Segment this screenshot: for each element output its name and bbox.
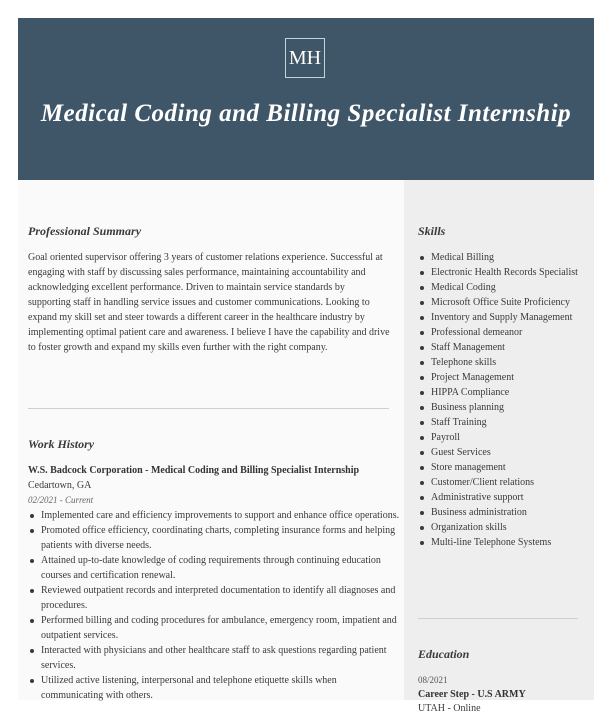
- skill-item: HIPPA Compliance: [431, 385, 593, 400]
- education-date: 08/2021: [418, 675, 448, 685]
- skill-item: Professional demeanor: [431, 325, 593, 340]
- section-divider: [418, 618, 578, 619]
- job-dates: 02/2021 - Current: [28, 495, 94, 505]
- resume-page: [18, 18, 594, 714]
- education-location: UTAH - Online: [418, 703, 481, 714]
- job-title: W.S. Badcock Corporation - Medical Coding and Billing Specialist Internship: [28, 465, 360, 476]
- summary-heading: Professional Summary: [28, 224, 142, 238]
- resume-title: Medical Coding and Billing Specialist Internship: [40, 100, 572, 127]
- skill-item: Electronic Health Records Specialist: [431, 265, 593, 280]
- job-duty: Interacted with physicians and other healthcare staff to ask questions regarding patient services.: [41, 643, 401, 673]
- job-duty: Attained up-to-date knowledge of coding requirements through continuing education courses and certification renewal.: [41, 553, 401, 583]
- job-duty: Utilized active listening, interpersonal and telephone etiquette skills when communicating with others.: [41, 673, 401, 703]
- skill-item: Guest Services: [431, 445, 593, 460]
- skill-item: Telephone skills: [431, 355, 593, 370]
- skills-heading: Skills: [418, 224, 446, 238]
- job-location: Cedartown, GA: [28, 480, 92, 491]
- skill-item: Store management: [431, 460, 593, 475]
- monogram-logo: MH: [285, 38, 325, 78]
- skill-item: Medical Coding: [431, 280, 593, 295]
- skill-item: Payroll: [431, 430, 593, 445]
- main-column: [18, 180, 404, 700]
- sidebar-column: [404, 180, 594, 714]
- education-heading: Education: [418, 647, 470, 661]
- job-duty: Performed billing and coding procedures for ambulance, emergency room, impatient and outpatient services.: [41, 613, 401, 643]
- skill-item: Business administration: [431, 505, 593, 520]
- job-duties-list: [28, 508, 401, 703]
- skill-item: Multi-line Telephone Systems: [431, 535, 593, 550]
- skill-item: Business planning: [431, 400, 593, 415]
- section-divider: [28, 408, 389, 409]
- skill-item: Staff Training: [431, 415, 593, 430]
- skill-item: Medical Billing: [431, 250, 593, 265]
- skills-list: [418, 250, 593, 550]
- education-school: Career Step - U.S ARMY: [418, 689, 526, 700]
- skill-item: Project Management: [431, 370, 593, 385]
- job-duty: Reviewed outpatient records and interpreted documentation to identify all diagnoses and procedures.: [41, 583, 401, 613]
- skill-item: Administrative support: [431, 490, 593, 505]
- skill-item: Inventory and Supply Management: [431, 310, 593, 325]
- skill-item: Staff Management: [431, 340, 593, 355]
- work-history-heading: Work History: [28, 437, 95, 451]
- job-duty: Promoted office efficiency, coordinating charts, completing insurance forms and helping patients with diverse needs.: [41, 523, 401, 553]
- summary-text: Goal oriented supervisor offering 3 years of customer relations experience. Successful at engaging with staff by discussing sales performance, maintaining accountability and acknowledging excellent performance. Driven to maintain service standards by supporting staff in handling service issues and customer communications. Looking to expand my skill set and steer towards a different career in the healthcare industry by implementing optimal patient care and awareness. I believe I have the capability and drive to foster growth and expand my skills even further with the right company.: [28, 252, 390, 353]
- resume-header: [18, 18, 594, 180]
- skill-item: Organization skills: [431, 520, 593, 535]
- job-duty: Implemented care and efficiency improvements to support and enhance office operations.: [41, 510, 400, 521]
- skill-item: Microsoft Office Suite Proficiency: [431, 295, 593, 310]
- skill-item: Customer/Client relations: [431, 475, 593, 490]
